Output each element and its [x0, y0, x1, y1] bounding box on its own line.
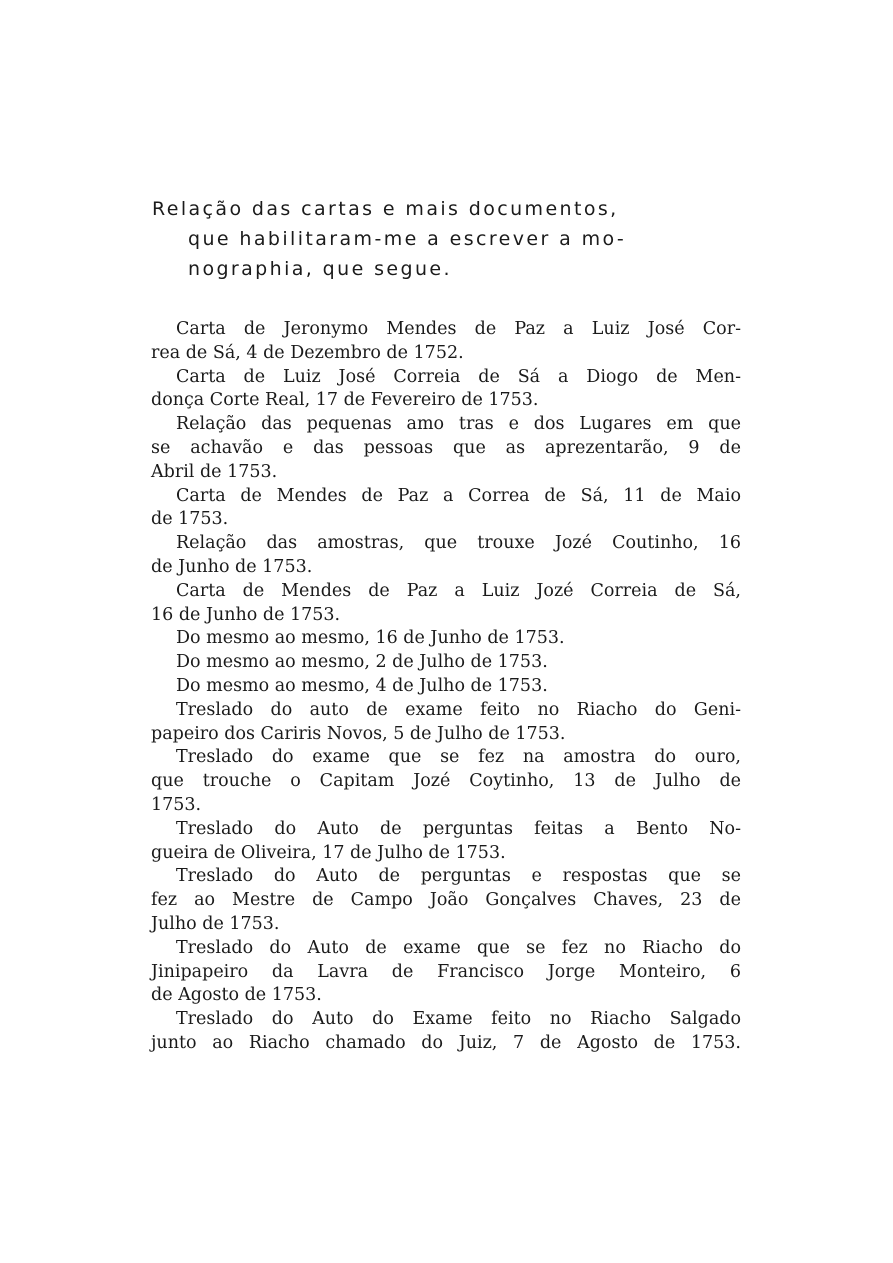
list-item: [151, 366, 741, 414]
list-item: [151, 532, 741, 580]
list-item: [151, 627, 741, 651]
entry-line: Treslado do Auto de perguntas e respostas que se: [176, 866, 741, 887]
list-item: [151, 318, 741, 366]
entry-line: fez ao Mestre de Campo João Gonçalves Chaves, 23 de: [151, 890, 741, 911]
entry-line: Treslado do Auto do Exame feito no Riacho Salgado: [176, 1009, 741, 1030]
list-item: [151, 937, 741, 1008]
entry-line: Julho de 1753.: [151, 913, 280, 934]
list-item: [151, 1008, 741, 1056]
list-item: [151, 818, 741, 866]
entry-line: donça Corte Real, 17 de Fevereiro de 1753.: [151, 390, 539, 411]
entry-line: Treslado do exame que se fez na amostra do ouro,: [176, 747, 741, 768]
entry-line: gueira de Oliveira, 17 de Julho de 1753.: [151, 842, 506, 863]
list-item: [151, 485, 741, 533]
entry-line: Do mesmo ao mesmo, 16 de Junho de 1753.: [176, 628, 565, 649]
page-heading: [152, 194, 752, 284]
entry-line: Abril de 1753.: [151, 461, 278, 482]
entry-line: se achavão e das pessoas que as aprezentarão, 9 de: [151, 437, 741, 458]
list-item: [151, 699, 741, 747]
list-item: [151, 865, 741, 936]
heading-line: Relação das cartas e mais documentos,: [152, 198, 619, 220]
entry-line: 1753.: [151, 794, 202, 815]
list-item: [151, 746, 741, 817]
entry-line: Jinipapeiro da Lavra de Francisco Jorge Monteiro, 6: [151, 961, 741, 982]
list-item: [151, 580, 741, 628]
entry-line: Carta de Mendes de Paz a Correa de Sá, 11 de Maio: [176, 485, 741, 506]
entry-line: Treslado do auto de exame feito no Riacho do Geni-: [176, 699, 741, 720]
heading-line: que habilitaram-me a escrever a mo-: [188, 228, 627, 250]
entry-line: Treslado do Auto de perguntas feitas a Bento No-: [176, 818, 741, 839]
entry-line: Carta de Jeronymo Mendes de Paz a Luiz José Cor-: [176, 319, 741, 339]
entry-line: Carta de Luiz José Correia de Sá a Diogo de Men-: [176, 366, 741, 387]
entry-line: papeiro dos Cariris Novos, 5 de Julho de 1753.: [151, 723, 566, 744]
heading-line: nographia, que segue.: [188, 258, 452, 280]
document-list: [151, 318, 741, 1056]
entry-line: Relação das amostras, que trouxe Jozé Coutinho, 16: [176, 533, 741, 554]
entry-line: junto ao Riacho chamado do Juiz, 7 de Agosto de 1753.: [151, 1032, 741, 1053]
entry-line: Relação das pequenas amo tras e dos Lugares em que: [176, 414, 741, 435]
entry-line: de 1753.: [151, 509, 229, 530]
entry-line: Do mesmo ao mesmo, 4 de Julho de 1753.: [176, 675, 548, 696]
entry-line: Treslado do Auto de exame que se fez no Riacho do: [176, 937, 741, 958]
entry-line: Carta de Mendes de Paz a Luiz Jozé Correia de Sá,: [176, 580, 741, 601]
list-item: [151, 413, 741, 484]
entry-line: de Agosto de 1753.: [151, 985, 322, 1006]
entry-line: de Junho de 1753.: [151, 556, 313, 577]
entry-line: Do mesmo ao mesmo, 2 de Julho de 1753.: [176, 652, 548, 673]
list-item: [151, 651, 741, 675]
entry-line: que trouche o Capitam Jozé Coytinho, 13 de Julho de: [151, 771, 741, 792]
entry-line: 16 de Junho de 1753.: [151, 604, 341, 625]
list-item: [151, 675, 741, 699]
entry-line: rea de Sá, 4 de Dezembro de 1752.: [151, 342, 464, 363]
